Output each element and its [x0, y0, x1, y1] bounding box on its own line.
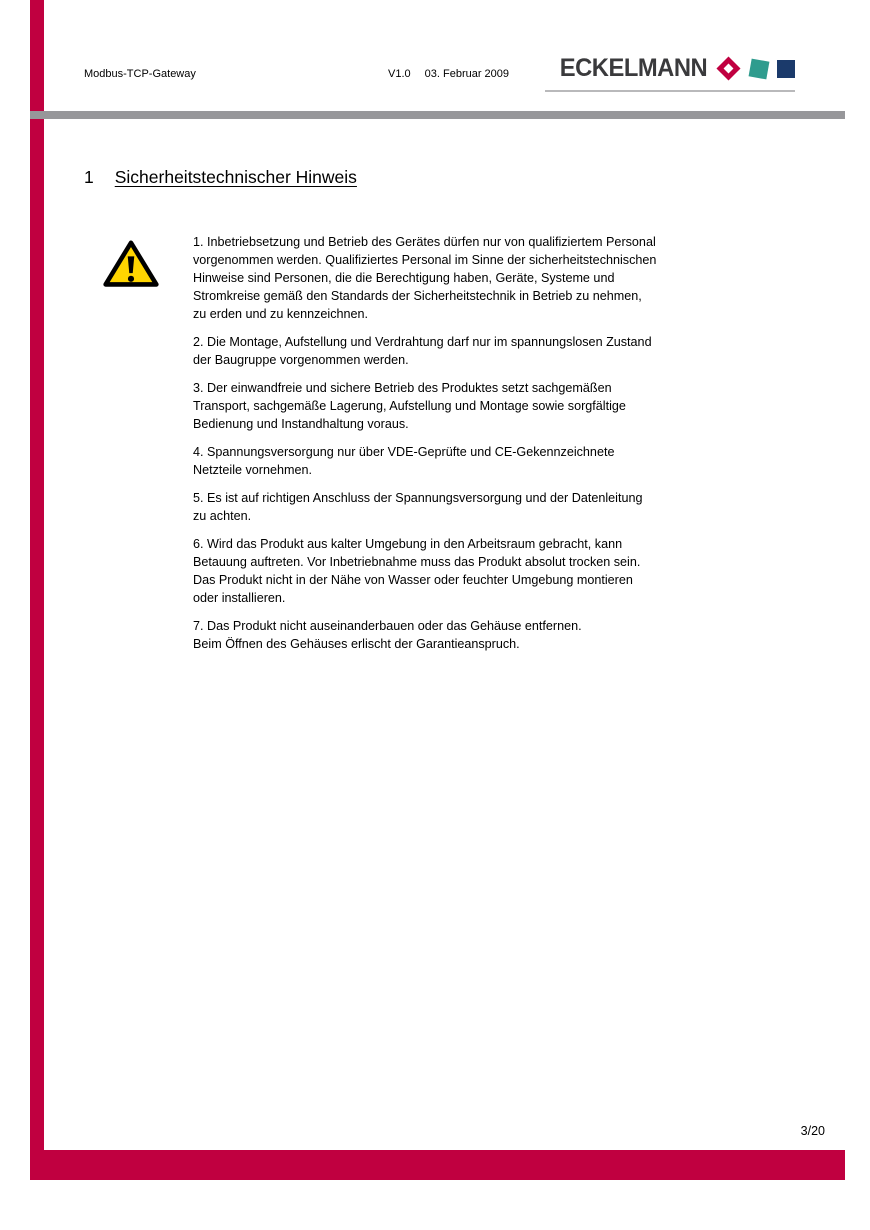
header-divider-bar	[30, 111, 845, 119]
safety-note-7: 7. Das Produkt nicht auseinanderbauen oder das Gehäuse entfernen. Beim Öffnen des Gehäuses erlischt der Garantieanspruch.	[193, 619, 582, 651]
doc-date: 03. Februar 2009	[424, 68, 510, 80]
safety-notes-text-block	[193, 233, 741, 663]
safety-note-6: 6. Wird das Produkt aus kalter Umgebung in den Arbeitsraum gebracht, kann Betauung auftreten. Vor Inbetriebnahme muss das Produkt absolut trocken sein. Das Produkt nicht in der Nähe von Wasser oder feuchter Umgebung montieren oder installieren.	[193, 537, 641, 605]
safety-note-2: 2. Die Montage, Aufstellung und Verdrahtung darf nur im spannungslosen Zustand der Baugruppe vorgenommen werden.	[193, 335, 652, 367]
logo-red-diamond-icon	[716, 56, 740, 80]
safety-note-5: 5. Es ist auf richtigen Anschluss der Spannungsversorgung und der Datenleitung zu achten.	[193, 491, 643, 523]
logo-white-inner-icon	[724, 64, 734, 74]
eckelmann-logo	[552, 54, 795, 83]
section-title: Sicherheitstechnischer Hinweis	[114, 167, 357, 187]
page-number: 3/20	[800, 1124, 825, 1138]
safety-note-4: 4. Spannungsversorgung nur über VDE-Geprüfte und CE-Gekennzeichnete Netzteile vornehmen.	[193, 445, 615, 477]
logo-teal-square-icon	[749, 58, 770, 79]
bottom-accent-bar	[30, 1150, 845, 1180]
logo-navy-square-icon	[777, 60, 795, 78]
section-heading	[84, 167, 357, 188]
safety-note-3: 3. Der einwandfreie und sichere Betrieb des Produktes setzt sachgemäßen Transport, sachgemäße Lagerung, Aufstellung und Montage sowie sorgfältige Bedienung und Instandhaltung voraus.	[193, 381, 626, 431]
logo-underline-rule	[545, 90, 795, 92]
warning-triangle-icon	[102, 239, 160, 290]
header-doc-title: Modbus-TCP-Gateway	[84, 68, 196, 80]
header-version-date	[388, 68, 509, 80]
logo-marks-icon	[716, 60, 795, 78]
section-number: 1	[84, 167, 94, 187]
left-accent-bar	[30, 0, 44, 1180]
doc-version: V1.0	[388, 68, 411, 80]
safety-note-1: 1. Inbetriebsetzung und Betrieb des Gerätes dürfen nur von qualifiziertem Personal vorgenommen werden. Qualifiziertes Personal im Sinne der sicherheitstechnischen Hinweise sind Personen, die die Berechtigung haben, Geräte, Systeme und Stromkreise gemäß den Standards der Sicherheitstechnik in Betrieb zu nehmen, zu erden und zu kennzeichnen.	[193, 235, 657, 321]
logo-wordmark: ECKELMANN	[559, 54, 707, 82]
